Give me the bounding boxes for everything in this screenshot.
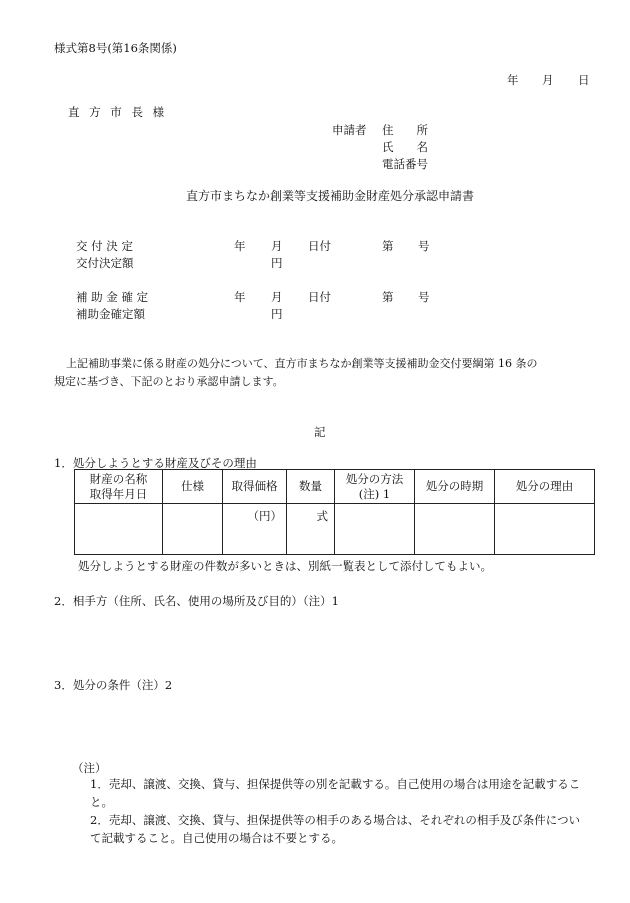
note-item-2: 2．売却、譲渡、交換、貸与、担保提供等の相手のある場合は、それぞれの相手及び条件について記載すること。自己使用の場合は不要とする。: [90, 813, 581, 845]
section3-heading: 3．処分の条件（注）2: [54, 678, 173, 692]
address-label: 住 所: [382, 123, 428, 137]
cell-reason[interactable]: [495, 504, 595, 555]
header-spec: 仕様: [163, 470, 223, 504]
confirm-go: 号: [418, 290, 430, 304]
header-method: 処分の方法 (注) 1: [335, 470, 415, 504]
date-month: 月: [542, 73, 554, 87]
header-reason: 処分の理由: [495, 470, 595, 504]
decision-day: 日付: [308, 239, 331, 253]
header-timing: 処分の時期: [415, 470, 495, 504]
confirm-year: 年: [234, 290, 246, 304]
section1-footnote: 処分しようとする財産の件数が多いときは、別紙一覧表として添付してもよい。: [78, 559, 492, 573]
decision-month: 月: [271, 239, 283, 253]
decision-year: 年: [234, 239, 246, 253]
decision-dai: 第: [382, 239, 394, 253]
confirm-amount-label: 補助金確定額: [76, 307, 145, 321]
header-quantity: 数量: [287, 470, 335, 504]
cell-quantity[interactable]: 式: [287, 504, 335, 555]
asset-table: [74, 469, 595, 555]
cell-spec[interactable]: [163, 504, 223, 555]
body-text-line1: 上記補助事業に係る財産の処分について、直方市まちなか創業等支援補助金交付要綱第 16 条の: [66, 357, 538, 370]
confirm-label: 補 助 金 確 定: [76, 290, 149, 304]
date-year: 年: [507, 73, 519, 87]
confirm-dai: 第: [382, 290, 394, 304]
body-text-line2: 規定に基づき、下記のとおり承認申請します。: [54, 375, 284, 388]
decision-amount-label: 交付決定額: [76, 256, 134, 270]
note-item-1: 1．売却、譲渡、交換、貸与、担保提供等の別を記載する。自己使用の場合は用途を記載すること。: [90, 777, 581, 809]
section2-heading: 2．相手方（住所、氏名、使用の場所及び目的）（注）1: [54, 594, 339, 608]
ki-heading: 記: [314, 425, 326, 439]
confirm-month: 月: [271, 290, 283, 304]
decision-go: 号: [418, 239, 430, 253]
decision-label: 交 付 決 定: [76, 239, 133, 253]
header-asset-name: 財産の名称 取得年月日: [75, 470, 163, 504]
cell-price[interactable]: （円）: [223, 504, 287, 555]
table-row: [75, 504, 595, 555]
name-label: 氏 名: [382, 140, 428, 154]
applicant-label: 申請者: [332, 123, 367, 137]
notes-label: （注）: [72, 761, 107, 775]
table-header-row: [75, 470, 595, 504]
decision-amount-yen: 円: [271, 256, 283, 270]
addressee: 直 方 市 長 様: [68, 105, 168, 119]
cell-timing[interactable]: [415, 504, 495, 555]
date-day: 日: [578, 73, 590, 87]
cell-asset-name[interactable]: [75, 504, 163, 555]
document-title: 直方市まちなか創業等支援補助金財産処分承認申請書: [186, 189, 475, 203]
phone-label: 電話番号: [382, 157, 428, 171]
section1-heading: 1．処分しようとする財産及びその理由: [54, 456, 257, 470]
header-price: 取得価格: [223, 470, 287, 504]
confirm-amount-yen: 円: [271, 307, 283, 321]
cell-method[interactable]: [335, 504, 415, 555]
confirm-day: 日付: [308, 290, 331, 304]
form-label: 様式第8号(第16条関係): [54, 41, 177, 55]
